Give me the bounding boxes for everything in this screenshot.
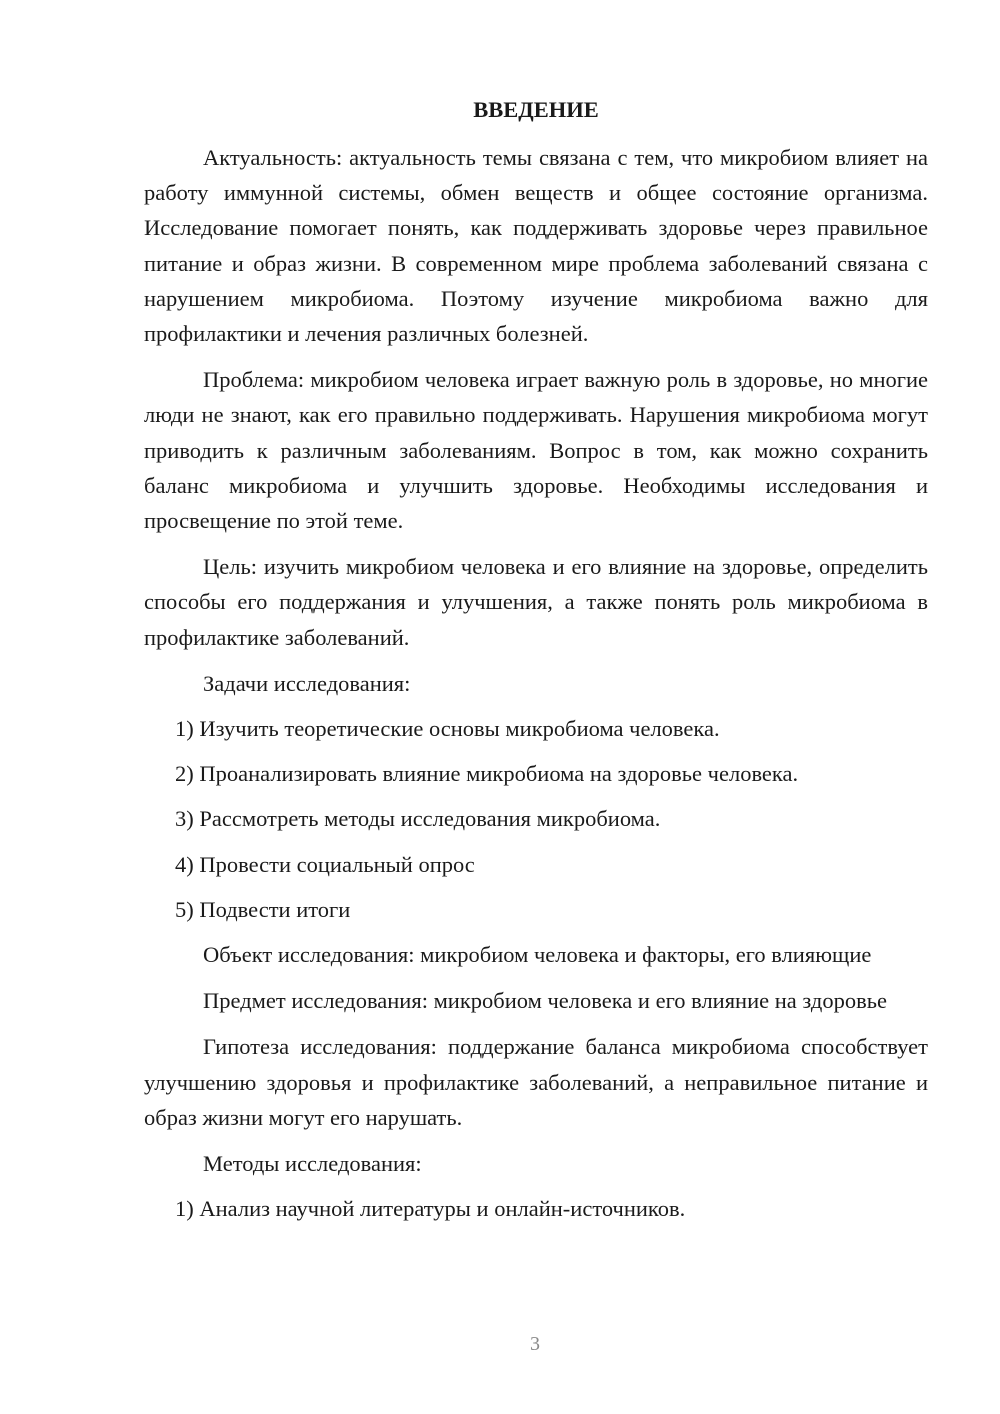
methods-heading: Методы исследования:: [203, 1150, 422, 1176]
task-item-5: 5) Подвести итоги: [175, 896, 351, 922]
relevance-paragraph: Актуальность: актуальность темы связана с тем, что микробиом влияет на работу иммунной системы, обмен веществ и общее состояние организма. Исследование помогает понять, как поддерживать здоровье через правильное питание и образ жизни. В современном мире проблема заболеваний связана с нарушением микробиома. Поэтому изучение микробиома важно для профилактики и лечения различных болезней.: [144, 145, 928, 347]
page-number: 3: [530, 1333, 540, 1355]
task-item-2: 2) Проанализировать влияние микробиома на здоровье человека.: [175, 761, 799, 787]
task-item-1: 1) Изучить теоретические основы микробиома человека.: [175, 716, 720, 742]
object-paragraph: Объект исследования: микробиом человека и факторы, его влияющие: [203, 941, 872, 967]
task-item-3: 3) Рассмотреть методы исследования микробиома.: [175, 806, 661, 832]
problem-paragraph: Проблема: микробиом человека играет важную роль в здоровье, но многие люди не знают, как его правильно поддерживать. Нарушения микробиома могут приводить к различным заболеваниям. Вопрос в том, как можно сохранить баланс микробиома и улучшить здоровье. Необходимы исследования и просвещение по этой теме.: [144, 367, 928, 534]
document-page: [144, 92, 928, 1236]
subject-paragraph: Предмет исследования: микробиом человека и его влияние на здоровье: [203, 988, 887, 1014]
task-item-4: 4) Провести социальный опрос: [175, 851, 475, 877]
hypothesis-paragraph: Гипотеза исследования: поддержание баланса микробиома способствует улучшению здоровья и профилактике заболеваний, а неправильное питание и образ жизни могут его нарушать.: [144, 1034, 928, 1130]
tasks-heading: Задачи исследования:: [203, 670, 411, 696]
method-item-1: 1) Анализ научной литературы и онлайн-источников.: [175, 1196, 686, 1222]
section-title: ВВЕДЕНИЕ: [473, 97, 599, 122]
goal-paragraph: Цель: изучить микробиом человека и его влияние на здоровье, определить способы его поддержания и улучшения, а также понять роль микробиома в профилактике заболеваний.: [144, 554, 928, 650]
